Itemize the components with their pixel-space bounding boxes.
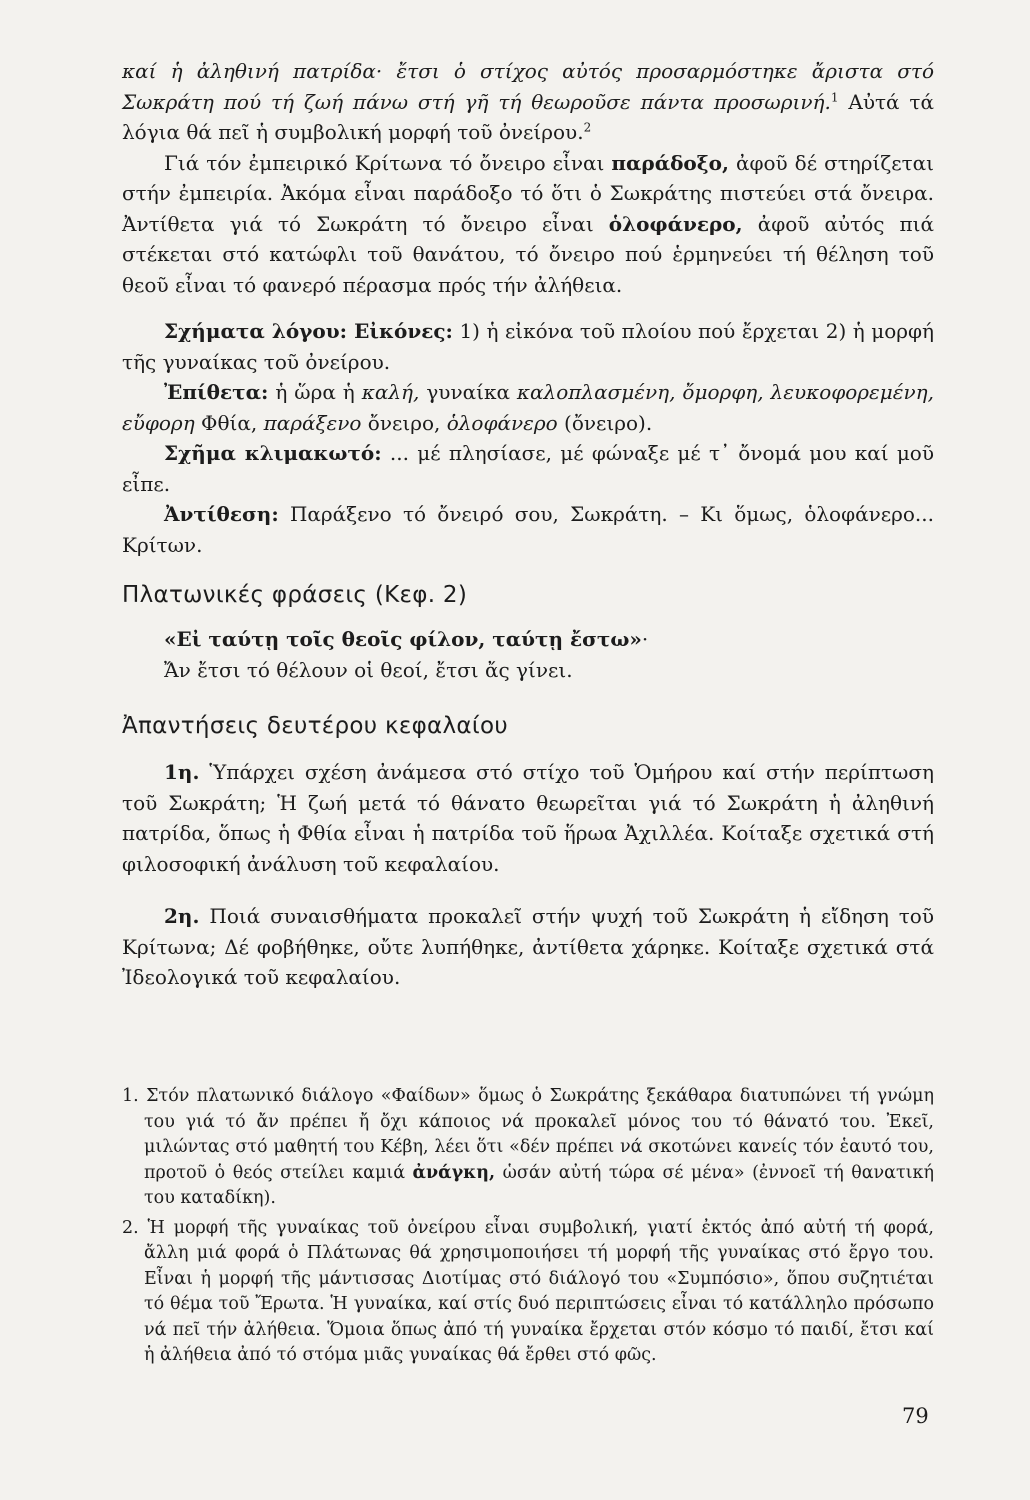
text-run: ἀφοῦ δέ στηρίζεται στήν ἐμπειρία. Ἀκόμα εἶναι παράδοξο τό ὅτι ὁ Σωκράτης πιστεύει στά ὄνειρα. Ἀντίθετα γιά τό Σωκράτη τό ὄνειρο εἶναι	[122, 150, 934, 236]
bold-term-anagki: ἀνάγκη,	[412, 1162, 496, 1183]
footnotes	[122, 1084, 934, 1373]
quote-tail: ·	[641, 627, 649, 651]
bold-term-olofanero: ὁλοφάνερο,	[608, 211, 743, 236]
text-run: ἡ ὥρα ἡ	[275, 380, 355, 404]
page-number: 79	[902, 1404, 929, 1428]
footnote-ref-1[interactable]: 1	[830, 89, 839, 104]
climax-text: ... μέ πλησίασε, μέ φώναξε μέ τ᾽ ὄνομά μου καί μοῦ εἶπε.	[122, 441, 935, 496]
epithet: παράξενο	[263, 410, 362, 435]
heading-platonic-phrases: Πλατωνικές φράσεις (Κεφ. 2)	[122, 582, 468, 608]
verse-commentary: καί ἡ ἀληθινή πατρίδα· ἔτσι ὁ στίχος αὐτός προσαρμόστηκε ἄριστα στό Σωκράτη πού τή ζωή πάνω στή γῆ τή θεωροῦσε πάντα προσωρινή.	[122, 59, 934, 114]
answer-text: Ποιά συναισθήματα προκαλεῖ στήν ψυχή τοῦ Σωκράτη ἡ εἴδηση τοῦ Κρίτωνα; Δέ φοβήθηκε, οὔτε λυπήθηκε, ἀντίθετα χάρηκε. Κοίταξε σχετικά στά Ἰδεολογικά τοῦ κεφαλαίου.	[122, 904, 935, 989]
text-run: Φθία,	[201, 410, 258, 435]
epithet: καλοπλασμένη, ὄμορφη, λευκοφορεμένη, εὔφορη	[122, 380, 935, 435]
text-run: (ὄνειρο).	[564, 410, 653, 435]
symbolic-figure-sentence: Αὐτά τά λόγια θά πεῖ ἡ συμβολική μορφή τοῦ ὀνείρου.	[122, 89, 935, 144]
text-run: Στόν πλατωνικό διάλογο «Φαίδων» ὅμως ὁ Σωκράτης ξεκάθαρα διατυπώνει τή γνώμη του γιά τό ἄν πρέπει ἤ ὄχι κάποιος νά προκαλεῖ μόνος του τό θάνατό του. Ἐκεῖ, μιλώντας στό μαθητή του Κέβη, λέει ὅτι «δέν πρέπει νά σκοτώνει κανείς τόν ἑαυτό του, προτοῦ ὁ θεός στείλει καμιά	[144, 1086, 934, 1183]
answer-1	[122, 757, 934, 879]
antithesis	[122, 499, 934, 560]
main-text	[122, 56, 934, 993]
text-run: ὄνειρο,	[367, 410, 441, 435]
antithesis-label: Ἀντίθεση:	[164, 502, 279, 526]
text-run: Ἡ μορφή τῆς γυναίκας τοῦ ὀνείρου εἶναι συμβολική, γιατί ἐκτός ἀπό αὐτή τή φορά, ἄλλη μιά φορά ὁ Πλάτωνας θά χρησιμοποιήσει τή μορφή τῆς γυναίκας στό ἔργο του. Εἶναι ἡ μορφή τῆς μάντισσας Διοτίμας στό διάλογό του «Συμπόσιο», ὅπου συζητιέται τό θέμα τοῦ Ἔρωτα. Ἡ γυναίκα, καί στίς δυό περιπτώσεις εἶναι τό κατάλληλο πρόσωπο νά πεῖ τήν ἀλήθεια. Ὅμοια ὅπως ἀπό τή γυναίκα ἔρχεται στόν κόσμο τό παιδί, ἔτσι καί ἡ ἀλήθεια ἀπό τό στόμα μιᾶς γυναίκας θά ἔρθει στό φῶς.	[144, 1217, 934, 1365]
answer-number: 2η.	[164, 904, 200, 928]
answer-number: 1η.	[164, 760, 200, 784]
climax	[122, 438, 934, 499]
epithets	[122, 377, 934, 438]
paragraph-dream	[122, 148, 934, 301]
quote-greek: «Εἰ ταύτῃ τοῖς θεοῖς φίλον, ταύτῃ ἔστω»	[164, 627, 642, 651]
text-run: γυναίκα	[426, 380, 510, 404]
antithesis-text: Παράξενο τό ὄνειρό σου, Σωκράτη. – Κι ὅμως, ὁλοφάνερο... Κρίτων.	[122, 502, 934, 557]
climax-label: Σχῆμα κλιμακωτό:	[164, 441, 382, 465]
footnote-ref-2[interactable]: 2	[583, 120, 592, 135]
footnote-2	[122, 1216, 934, 1369]
text-run: Γιά τόν ἐμπειρικό Κρίτωνα τό ὄνειρο εἶναι	[164, 150, 605, 175]
epithet: ὁλοφάνερο	[446, 410, 558, 435]
figures-label: Σχήματα λόγου: Εἰκόνες:	[164, 319, 453, 343]
heading-answers: Ἀπαντήσεις δευτέρου κεφαλαίου	[122, 713, 508, 739]
footnote-1	[122, 1084, 934, 1212]
paragraph-continuation	[122, 56, 934, 148]
bold-term-paradoxo: παράδοξο,	[611, 150, 729, 175]
epithets-label: Ἐπίθετα:	[164, 380, 269, 404]
answer-2	[122, 901, 934, 993]
text-run: ἀφοῦ αὐτός πιά στέκεται στό κατώφλι τοῦ θανάτου, τό ὄνειρο πού ἑρμηνεύει τή θέληση τοῦ θεοῦ εἶναι τό φανερό πέρασμα πρός τήν ἀλήθεια.	[122, 211, 935, 297]
figures-text: 1) ἡ εἰκόνα τοῦ πλοίου πού ἔρχεται 2) ἡ μορφή τῆς γυναίκας τοῦ ὀνείρου.	[122, 319, 934, 374]
platonic-quote	[122, 624, 934, 655]
quote-translation: Ἄν ἔτσι τό θέλουν οἱ θεοί, ἔτσι ἄς γίνει.	[164, 657, 573, 682]
text-run: ὡσάν αὐτή τώρα σέ μένα» (ἐννοεῖ τή θανατική του καταδίκη).	[144, 1162, 934, 1208]
figures-of-speech	[122, 316, 934, 377]
epithet: καλή,	[361, 380, 420, 404]
footnote-number: 1.	[122, 1086, 139, 1106]
footnote-number: 2.	[122, 1217, 139, 1238]
answer-text: Ὑπάρχει σχέση ἀνάμεσα στό στίχο τοῦ Ὁμήρου καί στήν περίπτωση τοῦ Σωκράτη; Ἡ ζωή μετά τό θάνατο θεωρεῖται γιά τό Σωκράτη ἡ ἀληθινή πατρίδα, ὅπως ἡ Φθία εἶναι ἡ πατρίδα τοῦ ἥρωα Ἀχιλλέα. Κοίταξε σχετικά στή φιλοσοφική ἀνάλυση τοῦ κεφαλαίου.	[122, 760, 934, 876]
